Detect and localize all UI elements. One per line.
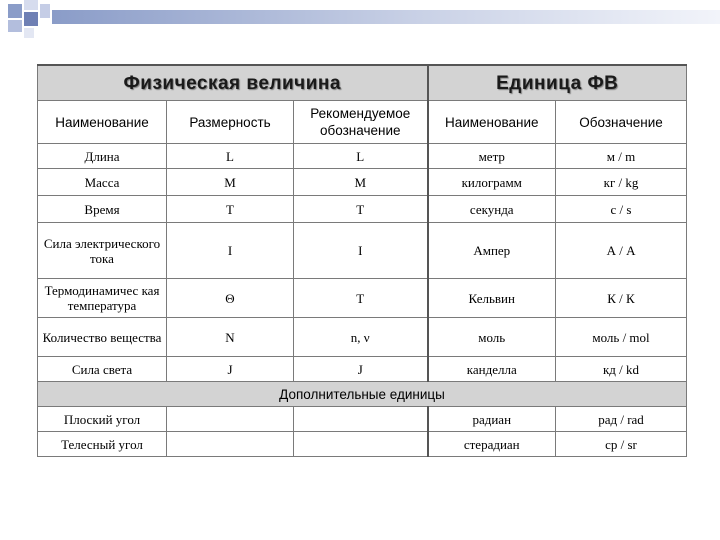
table-cell: стерадиан — [428, 432, 556, 457]
table-cell: I — [294, 223, 428, 279]
table-row — [38, 223, 687, 279]
column-header: Обозначение — [556, 101, 687, 144]
table-cell: м / m — [556, 144, 687, 169]
table-cell: радиан — [428, 407, 556, 432]
table-cell: n, ν — [294, 318, 428, 357]
table-cell: Сила электрического тока — [38, 223, 167, 279]
table-row — [38, 196, 687, 223]
units-table — [37, 64, 687, 457]
table-cell: Время — [38, 196, 167, 223]
table-cell: J — [167, 357, 294, 382]
table-cell: Кельвин — [428, 279, 556, 318]
table-cell: I — [167, 223, 294, 279]
table-row — [38, 357, 687, 382]
table-cell: M — [294, 169, 428, 196]
table-row — [38, 407, 687, 432]
table-row — [38, 169, 687, 196]
table-cell: К / К — [556, 279, 687, 318]
table-cell: Термодинамичес кая температура — [38, 279, 167, 318]
group-unit: Единица ФВ — [428, 65, 687, 101]
table-cell: Θ — [167, 279, 294, 318]
table-cell: L — [167, 144, 294, 169]
table-cell: Количество вещества — [38, 318, 167, 357]
table-cell: рад / rad — [556, 407, 687, 432]
table-cell — [294, 432, 428, 457]
table-cell: моль / mol — [556, 318, 687, 357]
table-cell: J — [294, 357, 428, 382]
table-cell — [167, 407, 294, 432]
table-cell: Плоский угол — [38, 407, 167, 432]
table-cell: M — [167, 169, 294, 196]
table-row — [38, 279, 687, 318]
column-header-row — [38, 101, 687, 144]
table-cell: Ампер — [428, 223, 556, 279]
table-row — [38, 432, 687, 457]
table-cell: ср / sr — [556, 432, 687, 457]
table-cell: T — [167, 196, 294, 223]
group-header-row — [38, 65, 687, 101]
table-cell: кд / kd — [556, 357, 687, 382]
table-cell: Сила света — [38, 357, 167, 382]
table-cell: моль — [428, 318, 556, 357]
table-cell: с / s — [556, 196, 687, 223]
table-cell: секунда — [428, 196, 556, 223]
table-row — [38, 144, 687, 169]
column-header: Размерность — [167, 101, 294, 144]
table-cell: Телесный угол — [38, 432, 167, 457]
table-row — [38, 318, 687, 357]
column-header: Наименование — [38, 101, 167, 144]
table-cell: L — [294, 144, 428, 169]
table-cell: N — [167, 318, 294, 357]
additional-units-row — [38, 382, 687, 407]
column-header: Рекомендуемое обозначение — [294, 101, 428, 144]
table-cell: кг / kg — [556, 169, 687, 196]
table-cell: T — [294, 196, 428, 223]
decorative-header-bar — [52, 10, 720, 24]
table-cell: Длина — [38, 144, 167, 169]
table-cell: Масса — [38, 169, 167, 196]
table-cell: А / А — [556, 223, 687, 279]
table-cell: канделла — [428, 357, 556, 382]
additional-units-label: Дополнительные единицы — [38, 382, 687, 407]
group-physical-quantity: Физическая величина — [38, 65, 428, 101]
table-cell: метр — [428, 144, 556, 169]
table-cell — [294, 407, 428, 432]
table-cell: килограмм — [428, 169, 556, 196]
column-header: Наименование — [428, 101, 556, 144]
table-cell — [167, 432, 294, 457]
table-cell: T — [294, 279, 428, 318]
